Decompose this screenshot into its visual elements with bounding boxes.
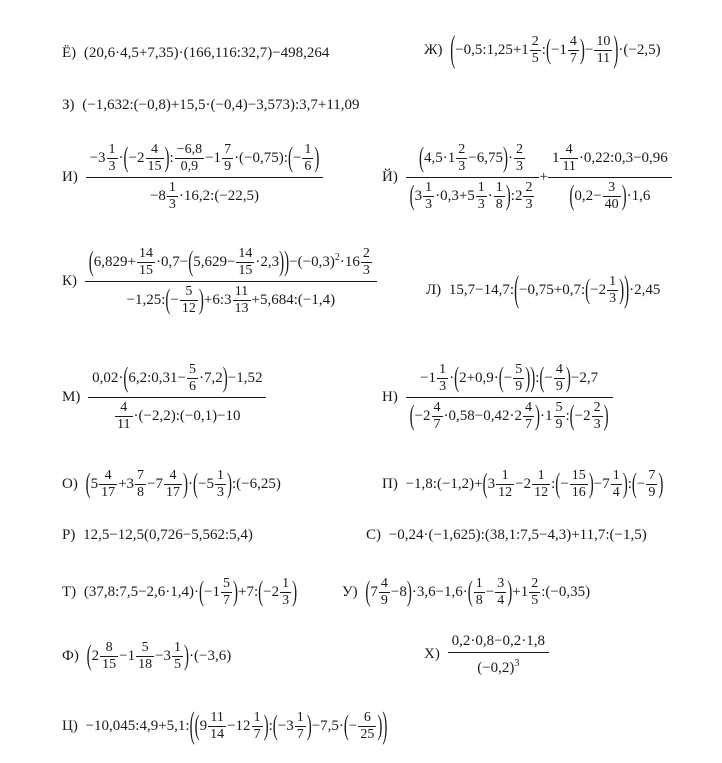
problem-i: И) −3 $\frac{1}{3}$ ·(−2 $\frac{4}{15}$ ): $\frac{-6,8}{0,9}$ −1 $\frac{7}{9}$ ·(−0,75):(− $\frac{1}{6}$ ) −8 $\frac{1}{3}$ ·16,2:(−22,5) (62, 140, 323, 215)
problem-ts: Ц) −10,045:4,9+5,1:((9 $\frac{11}{14}$ −12 $\frac{1}{7}$ ):(−3 $\frac{1}{7}$ )−7,5·(− $\frac{6}{25}$ )) (62, 706, 388, 747)
label-n: Н) (382, 388, 398, 405)
problem-k: К) (6,829+ $\frac{14}{15}$ ·0,7−(5,629− $\frac{14}{15}$ $\cdot 2,3))-(-0,3)^2\cdot 16$ $\frac{2}{3}$ −1,25:(− $\frac{5}{12}$ )+6:3 $\frac{11}{13}$ +5,684:(−1,4) (62, 244, 377, 319)
problem-l: Л) 15,7−14,7:(−0,75+0,7:(−2 $\frac{1}{3}$ ))·2,45 (426, 270, 661, 311)
problem-h: Х) $\frac{0,2\cdot 0,8-0,2\cdot 1,8}{(-0,2)^3}$ (424, 630, 549, 679)
label-y: Й) (382, 168, 398, 185)
label-f: Ф) (62, 647, 79, 664)
problem-f: Ф) (2 $\frac{8}{15}$ −1 $\frac{5}{18}$ −3 $\frac{1}{5}$ )·(−3,6) (62, 640, 232, 672)
label-zh: Ж) (424, 41, 443, 58)
label-p: П) (382, 475, 398, 492)
label-yo: Ё) (62, 45, 77, 61)
problem-o: О) (5 $\frac{4}{17}$ +3 $\frac{7}{8}$ −7 $\frac{4}{17}$ )·(−5 $\frac{1}{3}$ ):(−6,25) (62, 468, 281, 500)
label-l: Л) (426, 281, 442, 298)
problem-yo (62, 44, 329, 62)
label-z: З) (62, 97, 75, 113)
problem-r (62, 526, 253, 544)
label-s: С) (366, 527, 381, 543)
problem-s (366, 526, 647, 544)
problem-m: М) 0,02·(6,2:0,31− $\frac{5}{6}$ ·7,2)−1,52 $\frac{4}{11}$ ·(−2,2):(−0,1)−10 (62, 360, 266, 435)
label-k: К) (62, 272, 77, 289)
problem-z (62, 96, 360, 114)
expr-z: (−1,632:(−0,8)+15,5·(−0,4)−3,573):3,7+11,09 (82, 97, 360, 113)
problem-n: Н) −1 $\frac{1}{3}$ ·(2+0,9·(− $\frac{5}{9}$ )):(− $\frac{4}{9}$ )−2,7 (−2 $\frac{4}{7}$ ·0,58−0,42·2 $\frac{4}{7}$ )·1 $\frac{5}{9}$ :(−2 $\frac{2}{3}$ ) (382, 360, 613, 435)
problem-u: У) (7 $\frac{4}{9}$ −8)·3,6−1,6·( $\frac{1}{8}$ − $\frac{3}{4}$ )+1 $\frac{2}{5}$ :(−0,35) (342, 576, 591, 608)
label-r: Р) (62, 527, 76, 543)
label-o: О) (62, 475, 78, 492)
label-u: У) (342, 583, 358, 600)
label-m: М) (62, 388, 81, 405)
problem-t: Т) (37,8:7,5−2,6·1,4)·(−1 $\frac{5}{7}$ )+7:(−2 $\frac{1}{3}$ ) (62, 576, 298, 608)
problem-p: П) −1,8:(−1,2)+(3 $\frac{1}{12}$ −2 $\frac{1}{12}$ :(− $\frac{15}{16}$ )−7 $\frac{1}{4}$ ):(− $\frac{7}{9}$ ) (382, 468, 664, 500)
expr-yo: (20,6·4,5+7,35)·(166,116:32,7)−498,264 (83, 45, 330, 61)
expr-s: −0,24·(−1,625):(38,1:7,5−4,3)+11,7:(−1,5) (388, 527, 647, 543)
expr-r: 12,5−12,5(0,726−5,562:5,4) (83, 527, 253, 543)
cropped-previous-line (0, 0, 722, 6)
problem-zh: Ж) (−0,5:1,25+1 $\frac{2}{5}$ :(−1 $\frac{4}{7}$ )− $\frac{10}{11}$ )·(−2,5) (424, 30, 661, 71)
problem-y: Й) (4,5·1 $\frac{2}{3}$ −6,75)· $\frac{2}{3}$ (3 $\frac{1}{3}$ ·0,3+5 $\frac{1}{3}$ · $\frac{1}{8}$ ):2 $\frac{2}{3}$ + 1 $\frac{4}{11}$ ·0,22:0,3−0,96 (0,2− $\frac{3}{40}$ )·1,6 (382, 140, 672, 215)
label-h: Х) (424, 645, 440, 662)
label-ts: Ц) (62, 717, 78, 734)
label-t: Т) (62, 583, 77, 600)
label-i: И) (62, 168, 78, 185)
